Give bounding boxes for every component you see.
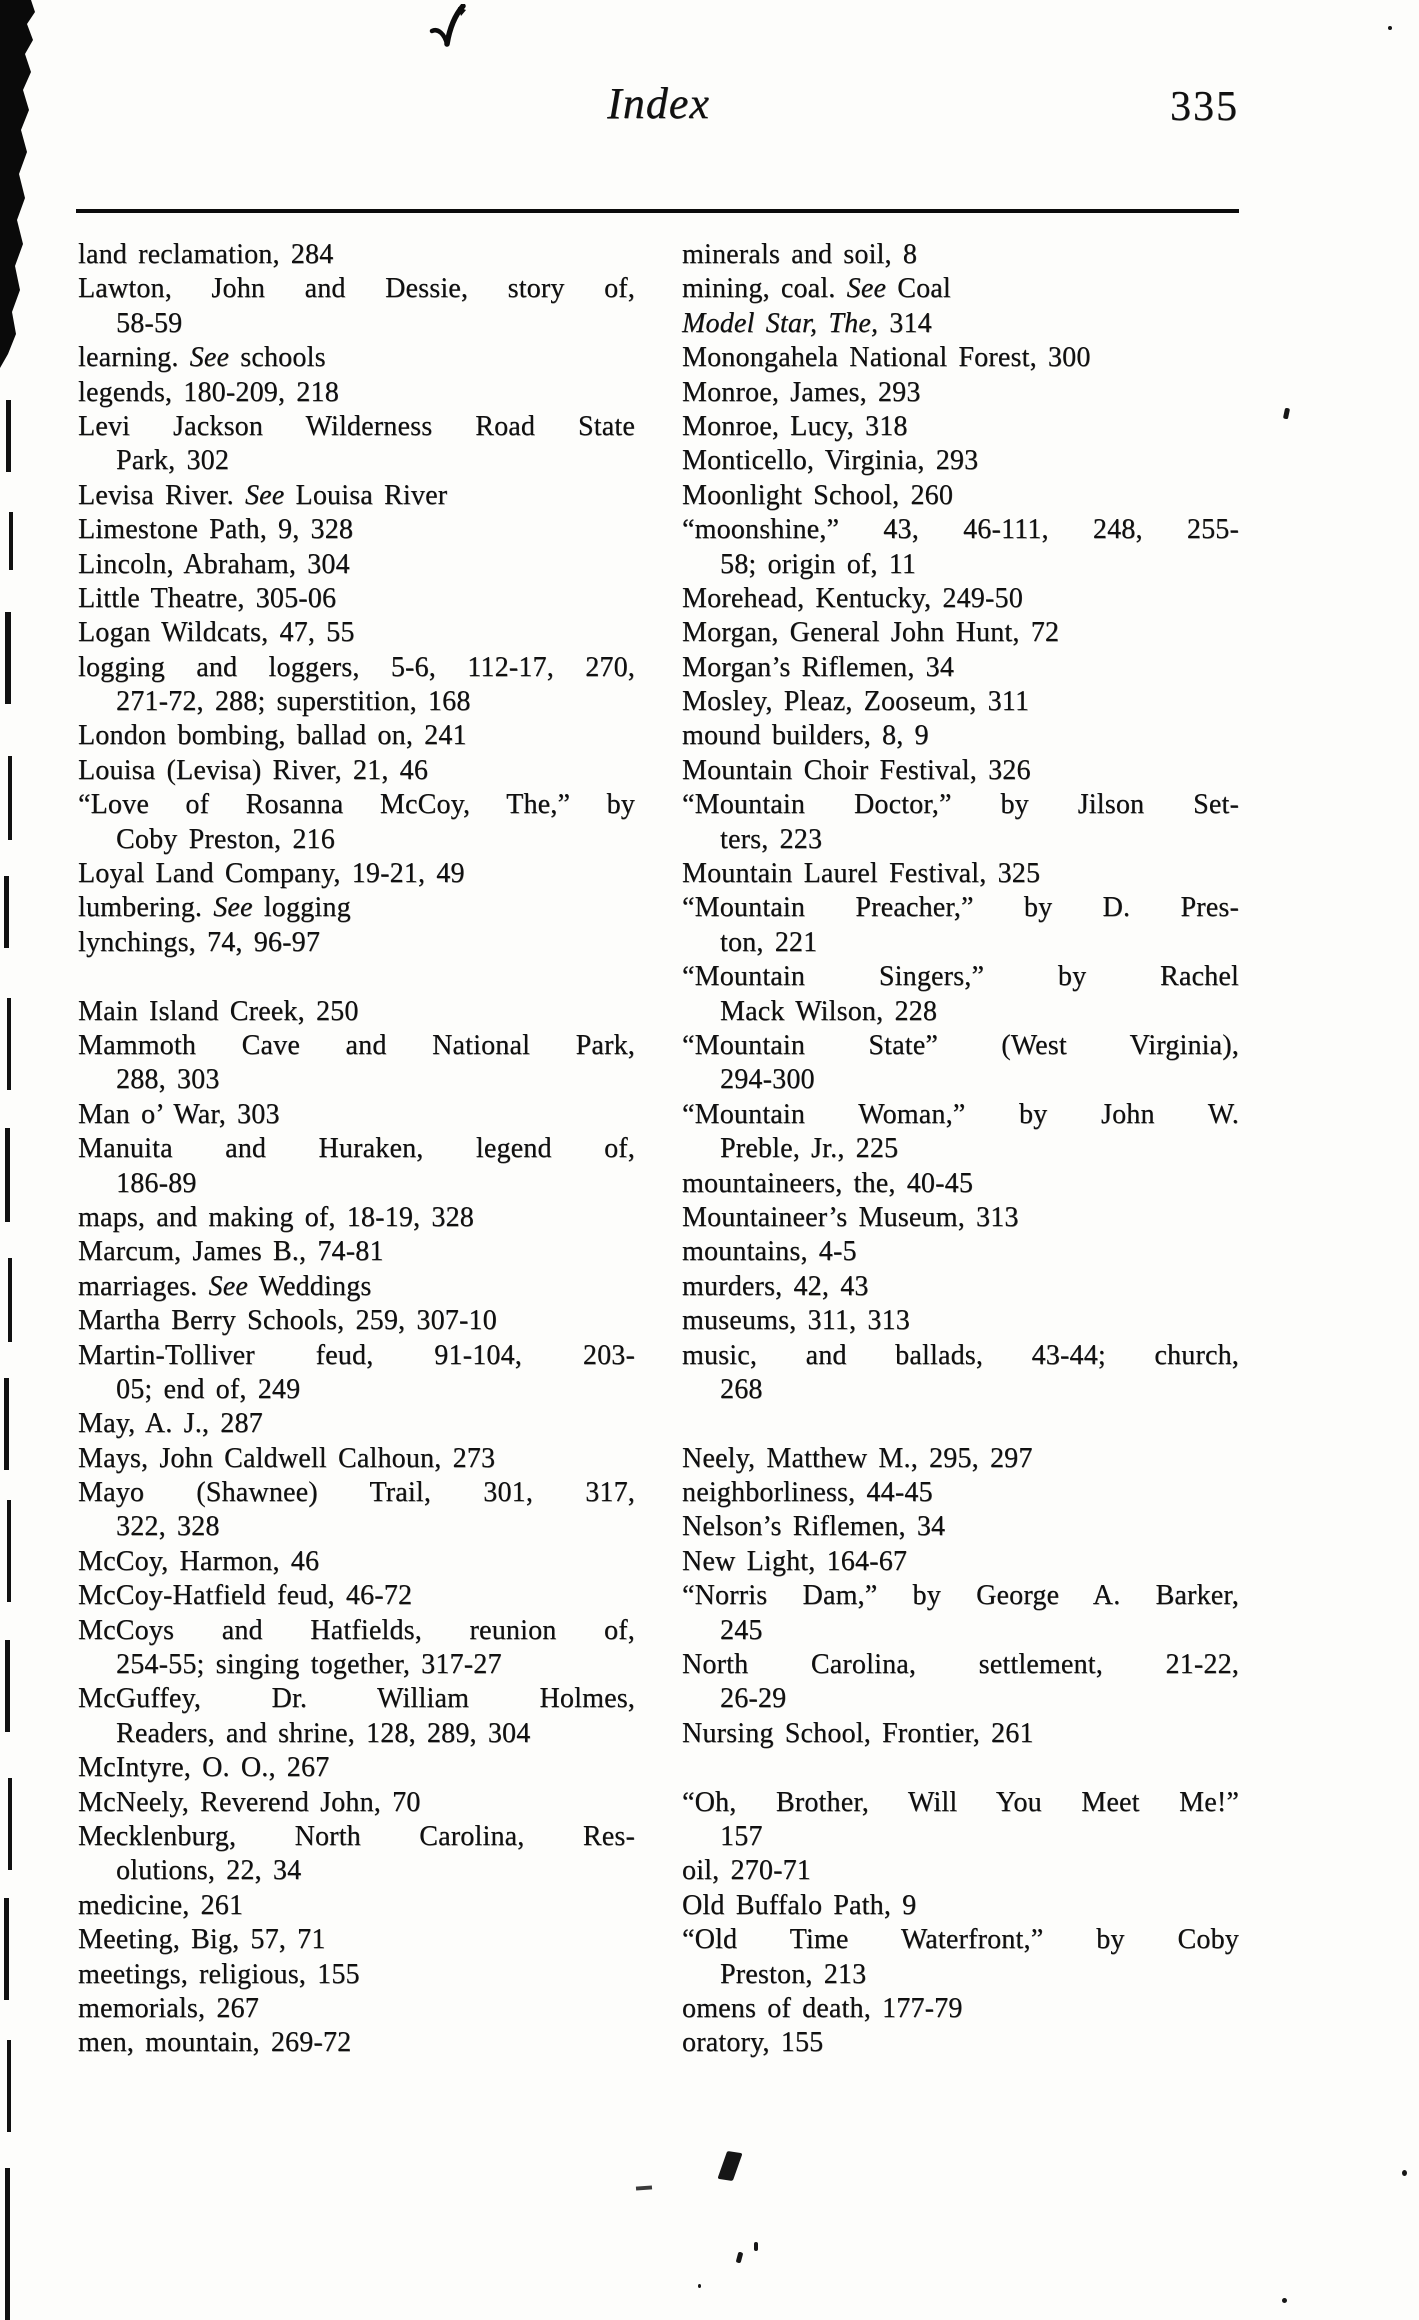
index-entry-line: Marcum, James B., 74-81 (78, 1236, 384, 1268)
index-entry-line: mound builders, 8, 9 (682, 720, 929, 752)
index-entry-line: 26-29 (720, 1683, 787, 1715)
index-entry-line: McCoys and Hatfields, reunion of, (78, 1614, 635, 1646)
index-entry-line: Mecklenburg, North Carolina, Res- (78, 1820, 635, 1852)
index-entry-line: murders, 42, 43 (682, 1270, 869, 1302)
index-entry-line: McCoy, Harmon, 46 (78, 1545, 320, 1577)
index-entry-line: land reclamation, 284 (78, 239, 334, 270)
index-entry-line: Old Buffalo Path, 9 (682, 1889, 917, 1921)
page-number: 335 (1170, 84, 1239, 130)
index-entry-line: Monongahela National Forest, 300 (682, 342, 1091, 374)
index-entry-line: legends, 180-209, 218 (78, 376, 339, 408)
index-entry-line: ters, 223 (720, 823, 823, 855)
index-entry-line: Model Star, The, 314 (682, 307, 932, 339)
index-entry-line: “Love of Rosanna McCoy, The,” by (78, 789, 635, 821)
index-entry-line: maps, and making of, 18-19, 328 (78, 1201, 474, 1233)
index-entry-line: McGuffey, Dr. William Holmes, (78, 1683, 635, 1715)
index-entry-line: 157 (720, 1820, 763, 1852)
entry-gap (78, 960, 635, 994)
index-entry-line: 254-55; singing together, 317-27 (116, 1649, 502, 1681)
entry-gap (682, 1407, 1239, 1441)
index-entry-line: marriages. See Weddings (78, 1270, 372, 1302)
index-entry-line: olutions, 22, 34 (116, 1855, 302, 1887)
index-entry-line: Mack Wilson, 228 (720, 995, 938, 1027)
edge-speck (1402, 2170, 1407, 2176)
column-right (682, 238, 1239, 2061)
ink-blot (717, 2151, 742, 2181)
index-entry-line: 245 (720, 1614, 763, 1646)
index-entry-line: Monroe, Lucy, 318 (682, 410, 908, 442)
index-entry-line: omens of death, 177-79 (682, 1992, 963, 2024)
index-entry-line: neighborliness, 44-45 (682, 1477, 933, 1509)
index-entry-line: “Mountain State” (West Virginia), (682, 1029, 1239, 1061)
index-entry-line: North Carolina, settlement, 21-22, (682, 1649, 1239, 1681)
index-entry-line: “moonshine,” 43, 46-111, 248, 255- (682, 514, 1239, 546)
index-entry-line: Martin-Tolliver feud, 91-104, 203- (78, 1339, 635, 1371)
header-rule (76, 209, 1239, 213)
index-entry-line: Morgan’s Riflemen, 34 (682, 651, 955, 683)
index-entry-line: mining, coal. See Coal (682, 273, 951, 305)
entry-gap (682, 1751, 1239, 1785)
comma-speck (736, 2252, 744, 2264)
index-entry-line: medicine, 261 (78, 1889, 244, 1921)
index-entry-line: Preston, 213 (720, 1958, 867, 1990)
index-entry-line: meetings, religious, 155 (78, 1958, 360, 1990)
index-entry-line: Martha Berry Schools, 259, 307-10 (78, 1305, 497, 1337)
index-entry-line: Mountaineer’s Museum, 313 (682, 1201, 1019, 1233)
index-entry-line: Logan Wildcats, 47, 55 (78, 617, 355, 649)
index-entry-line: lumbering. See logging (78, 892, 351, 924)
index-entry-line: oratory, 155 (682, 2027, 824, 2059)
index-entry-line: 322, 328 (116, 1511, 220, 1543)
index-entry-line: 294-300 (720, 1064, 815, 1096)
index-entry-line: Readers, and shrine, 128, 289, 304 (116, 1717, 531, 1749)
index-entry-line: Morehead, Kentucky, 249-50 (682, 582, 1023, 614)
index-entry-line: Manuita and Huraken, legend of, (78, 1133, 635, 1165)
index-entry-line: McIntyre, O. O., 267 (78, 1752, 330, 1784)
page-title: Index (607, 79, 710, 128)
index-entry-line: 268 (720, 1373, 763, 1405)
index-entry-line: Limestone Path, 9, 328 (78, 514, 354, 546)
index-entry-line: Neely, Matthew M., 295, 297 (682, 1442, 1033, 1474)
index-entry-line: Lincoln, Abraham, 304 (78, 548, 350, 580)
index-entry-line: Man o’ War, 303 (78, 1098, 280, 1130)
index-entry-line: Monticello, Virginia, 293 (682, 445, 979, 477)
index-entry-line: music, and ballads, 43-44; church, (682, 1339, 1239, 1371)
index-entry-line: Mays, John Caldwell Calhoun, 273 (78, 1442, 496, 1474)
index-entry-line: learning. See schools (78, 342, 326, 374)
index-entry-line: Preble, Jr., 225 (720, 1133, 899, 1165)
index-entry-line: Lawton, John and Dessie, story of, (78, 273, 635, 305)
index-entry-line: McNeely, Reverend John, 70 (78, 1786, 421, 1818)
index-entry-line: London bombing, ballad on, 241 (78, 720, 467, 752)
index-entry-line: “Norris Dam,” by George A. Barker, (682, 1580, 1239, 1612)
index-entry-line: Mammoth Cave and National Park, (78, 1029, 635, 1061)
index-entry-line: “Mountain Doctor,” by Jilson Set- (682, 789, 1239, 821)
scan-gutter-artifact (0, 0, 46, 2320)
index-entry-line: mountains, 4-5 (682, 1236, 857, 1268)
index-entry-line: 186-89 (116, 1167, 197, 1199)
index-entry-line: Nelson’s Riflemen, 34 (682, 1511, 946, 1543)
index-entry-line: 05; end of, 249 (116, 1373, 301, 1405)
index-entry-line: Mountain Laurel Festival, 325 (682, 858, 1041, 890)
index-entry-line: “Mountain Woman,” by John W. (682, 1098, 1239, 1130)
index-entry-line: “Mountain Preacher,” by D. Pres- (682, 892, 1239, 924)
index-entry-line: Main Island Creek, 250 (78, 995, 359, 1027)
index-entry-line: Louisa (Levisa) River, 21, 46 (78, 754, 429, 786)
ink-mark-icon (428, 4, 470, 54)
index-entry-line: Monroe, James, 293 (682, 376, 921, 408)
index-entry-line: 58; origin of, 11 (720, 548, 917, 580)
column-left (78, 238, 635, 2061)
index-entry-line: museums, 311, 313 (682, 1305, 910, 1337)
index-entry-line: “Old Time Waterfront,” by Coby (682, 1924, 1239, 1956)
corner-speck (1388, 26, 1392, 30)
index-entry-line: Moonlight School, 260 (682, 479, 954, 511)
index-entry-line: Meeting, Big, 57, 71 (78, 1924, 326, 1956)
index-entry-line: Coby Preston, 216 (116, 823, 335, 855)
index-entry-line: “Mountain Singers,” by Rachel (682, 961, 1239, 993)
index-entry-line: Nursing School, Frontier, 261 (682, 1717, 1034, 1749)
index-entry-line: Loyal Land Company, 19-21, 49 (78, 858, 465, 890)
index-entry-line: Mosley, Pleaz, Zooseum, 311 (682, 686, 1030, 718)
index-entry-line: 271-72, 288; superstition, 168 (116, 686, 471, 718)
index-entry-line: Morgan, General John Hunt, 72 (682, 617, 1060, 649)
index-entry-line: ton, 221 (720, 926, 818, 958)
index-entry-line: men, mountain, 269-72 (78, 2027, 352, 2059)
index-entry-line: McCoy-Hatfield feud, 46-72 (78, 1580, 413, 1612)
index-entry-line: May, A. J., 287 (78, 1408, 263, 1440)
index-entry-line: Mayo (Shawnee) Trail, 301, 317, (78, 1477, 635, 1509)
index-entry-line: lynchings, 74, 96-97 (78, 926, 321, 958)
index-entry-line: minerals and soil, 8 (682, 239, 918, 270)
index-entry-line: 288, 303 (116, 1064, 220, 1096)
dash-mark (636, 2185, 652, 2190)
index-entry-line: New Light, 164-67 (682, 1545, 908, 1577)
bottom-speck-small (698, 2284, 701, 2288)
index-entry-line: Levi Jackson Wilderness Road State (78, 410, 635, 442)
margin-fleck (1283, 408, 1290, 420)
bottom-speck (1282, 2298, 1287, 2303)
index-entry-line: 58-59 (116, 307, 183, 339)
tick-speck (754, 2242, 758, 2251)
index-columns (78, 238, 1239, 2061)
index-entry-line: oil, 270-71 (682, 1855, 812, 1887)
index-entry-line: Levisa River. See Louisa River (78, 479, 448, 511)
index-entry-line: “Oh, Brother, Will You Meet Me!” (682, 1786, 1239, 1818)
index-entry-line: Little Theatre, 305-06 (78, 582, 337, 614)
index-entry-line: mountaineers, the, 40-45 (682, 1167, 974, 1199)
index-entry-line: memorials, 267 (78, 1992, 259, 2024)
index-entry-line: Mountain Choir Festival, 326 (682, 754, 1031, 786)
index-entry-line: logging and loggers, 5-6, 112-17, 270, (78, 651, 635, 683)
index-entry-line: Park, 302 (116, 445, 230, 477)
